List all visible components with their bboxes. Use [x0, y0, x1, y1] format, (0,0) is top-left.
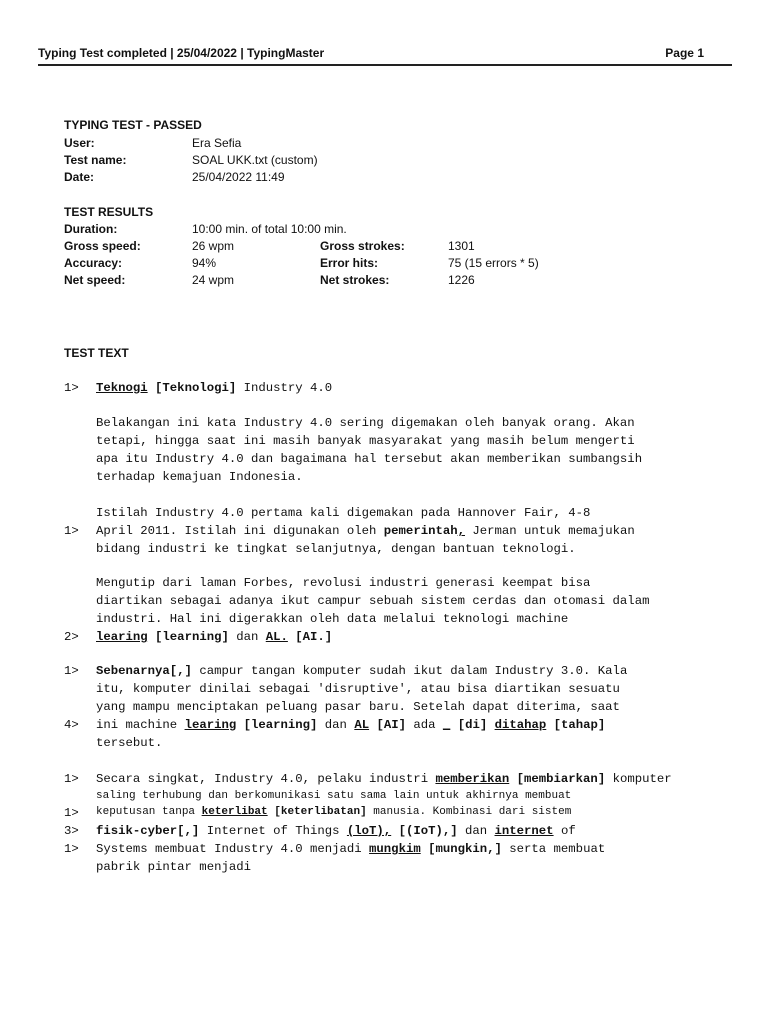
net-strokes-label: Net strokes:: [320, 273, 390, 287]
text-segment: komputer: [605, 772, 672, 786]
line-error-marker: 1>: [64, 524, 79, 538]
date-value: 25/04/2022 11:49: [192, 170, 285, 184]
results-row: [64, 256, 664, 273]
text-segment: of: [553, 824, 576, 838]
text-line: [96, 416, 635, 430]
duration-label: Duration:: [64, 222, 118, 236]
line-error-marker: 4>: [64, 718, 79, 732]
text-segment: [421, 842, 428, 856]
text-segment: Belakangan ini kata Industry 4.0 sering digemakan oleh banyak orang. Akan: [96, 416, 635, 430]
test-text-title: TEST TEXT: [64, 346, 129, 360]
typed-error-word: Teknogi: [96, 381, 148, 395]
text-line: [96, 806, 571, 818]
text-line: [96, 524, 635, 538]
typed-error-word: (loT),: [346, 824, 392, 838]
text-segment: tersebut.: [96, 736, 163, 750]
header-title: Typing Test completed | 25/04/2022 | TypingMaster: [38, 46, 325, 60]
text-line: [96, 700, 620, 714]
text-segment: terhadap kemajuan Indonesia.: [96, 470, 303, 484]
text-line: [96, 434, 635, 448]
text-segment: serta membuat: [501, 842, 606, 856]
text-segment: Jerman untuk memajukan: [464, 524, 635, 538]
text-segment: [236, 718, 243, 732]
text-line: [96, 630, 332, 644]
test-name-value: SOAL UKK.txt (custom): [192, 153, 318, 167]
gross-speed-value: 26 wpm: [192, 239, 235, 253]
text-segment: industri. Hal ini digerakkan oleh data melalui teknologi machine: [96, 612, 569, 626]
text-segment: Industry 4.0: [236, 381, 333, 395]
text-segment: Mengutip dari laman Forbes, revolusi industri generasi keempat bisa: [96, 576, 591, 590]
text-segment: tetapi, hingga saat ini masih banyak masyarakat yang masih belum mengerti: [96, 434, 635, 448]
results-table: [64, 222, 664, 292]
typed-error-word: AL.: [265, 630, 288, 644]
line-error-marker: 1>: [64, 772, 79, 786]
text-segment: Istilah Industry 4.0 pertama kali digemakan pada Hannover Fair, 4-8: [96, 506, 591, 520]
text-line: [96, 664, 627, 678]
text-line: [96, 452, 642, 466]
typed-error-word: learing: [96, 630, 148, 644]
test-name-label: Test name:: [64, 153, 127, 167]
page-number: Page 1: [665, 46, 704, 60]
text-segment: Internet of Things: [199, 824, 347, 838]
text-line: [96, 594, 649, 608]
line-error-marker: 1>: [64, 806, 79, 820]
correct-word: [tahap]: [553, 718, 606, 732]
correct-word: [AI]: [376, 718, 406, 732]
text-segment: pabrik pintar menjadi: [96, 860, 251, 874]
text-segment: dan: [457, 824, 495, 838]
text-segment: [148, 381, 155, 395]
summary-row: [64, 153, 664, 170]
text-segment: saling terhubung dan berkomunikasi satu sama lain untuk akhirnya membuat: [96, 790, 572, 802]
line-error-marker: 3>: [64, 824, 79, 838]
text-segment: [509, 772, 516, 786]
gross-speed-label: Gross speed:: [64, 239, 141, 253]
text-line: [96, 542, 576, 556]
results-row: [64, 222, 664, 239]
typed-error-word: memberikan: [435, 772, 510, 786]
text-segment: [148, 630, 155, 644]
text-segment: campur tangan komputer sudah ikut dalam Industry 3.0. Kala: [191, 664, 628, 678]
text-segment: [487, 718, 494, 732]
text-line: [96, 381, 332, 395]
text-line: [96, 612, 568, 626]
text-segment: dan: [317, 718, 355, 732]
line-error-marker: 1>: [64, 664, 79, 678]
text-line: [96, 772, 672, 786]
text-segment: Secara singkat, Industry 4.0, pelaku industri: [96, 772, 436, 786]
correct-word: [mungkin,]: [428, 842, 502, 856]
text-line: [96, 506, 590, 520]
text-line: [96, 470, 303, 484]
gross-strokes-value: 1301: [448, 239, 475, 253]
text-segment: yang mampu menciptakan peluang pasar baru. Setelah dapat diterima, saat: [96, 700, 620, 714]
typed-error-word: ,: [457, 524, 465, 538]
text-segment: [450, 718, 457, 732]
text-line: [96, 860, 251, 874]
correct-word: [membiarkan]: [516, 772, 606, 786]
correct-word: [learning]: [243, 718, 318, 732]
line-error-marker: 1>: [64, 381, 79, 395]
net-speed-value: 24 wpm: [192, 273, 235, 287]
text-segment: manusia. Kombinasi dari sistem: [366, 806, 572, 818]
results-title: TEST RESULTS: [64, 205, 154, 219]
user-label: User:: [64, 136, 95, 150]
typed-error-word: mungkim: [369, 842, 421, 856]
results-row: [64, 239, 664, 256]
summary-table: [64, 136, 664, 188]
text-line: [96, 842, 605, 856]
text-segment: bidang industri ke tingkat selanjutnya, dengan bantuan teknologi.: [96, 542, 576, 556]
text-line: [96, 736, 162, 750]
text-segment: [391, 824, 398, 838]
gross-strokes-label: Gross strokes:: [320, 239, 405, 253]
typed-error-word: learing: [184, 718, 237, 732]
typed-error-word: _: [442, 718, 451, 732]
summary-row: [64, 170, 664, 187]
text-segment: Systems membuat Industry 4.0 menjadi: [96, 842, 370, 856]
summary-row: [64, 136, 664, 153]
user-value: Era Sefia: [192, 136, 242, 150]
text-segment: [546, 718, 553, 732]
correct-word: Sebenarnya[,]: [96, 664, 192, 678]
typed-error-word: ditahap: [494, 718, 547, 732]
text-line: [96, 718, 605, 732]
page-header: [38, 44, 732, 66]
text-segment: April 2011. Istilah ini digunakan oleh: [96, 524, 384, 538]
date-label: Date:: [64, 170, 95, 184]
correct-word: [learning]: [155, 630, 229, 644]
correct-word: [di]: [457, 718, 488, 732]
correct-word: pemerintah: [383, 524, 458, 538]
duration-value: 10:00 min. of total 10:00 min.: [192, 222, 347, 236]
text-line: [96, 682, 620, 696]
error-hits-value: 75 (15 errors * 5): [448, 256, 539, 270]
net-speed-label: Net speed:: [64, 273, 126, 287]
text-segment: ini machine: [96, 718, 185, 732]
correct-word: [AI.]: [295, 630, 333, 644]
text-segment: dan: [228, 630, 266, 644]
accuracy-value: 94%: [192, 256, 217, 270]
typed-error-word: keterlibat: [201, 806, 268, 818]
text-line: [96, 790, 571, 802]
typed-error-word: AL: [354, 718, 370, 732]
error-hits-label: Error hits:: [320, 256, 379, 270]
correct-word: [(IoT),]: [398, 824, 458, 838]
summary-title: TYPING TEST - PASSED: [64, 118, 202, 132]
text-segment: itu, komputer dinilai sebagai 'disruptive', atau bisa diartikan sesuatu: [96, 682, 620, 696]
correct-word: [keterlibatan]: [274, 806, 367, 818]
line-error-marker: 2>: [64, 630, 79, 644]
text-segment: keputusan tanpa: [96, 806, 202, 818]
net-strokes-value: 1226: [448, 273, 475, 287]
text-segment: diartikan sebagai adanya ikut campur sebuah sistem cerdas dan otomasi dalam: [96, 594, 650, 608]
results-row: [64, 273, 664, 290]
text-line: [96, 824, 576, 838]
text-segment: apa itu Industry 4.0 dan bagaimana hal tersebut akan memberikan sumbangsih: [96, 452, 643, 466]
text-segment: ada: [406, 718, 443, 732]
text-line: [96, 576, 590, 590]
accuracy-label: Accuracy:: [64, 256, 123, 270]
correct-word: fisik-cyber[,]: [96, 824, 200, 838]
typed-error-word: internet: [494, 824, 554, 838]
correct-word: [Teknologi]: [155, 381, 237, 395]
line-error-marker: 1>: [64, 842, 79, 856]
